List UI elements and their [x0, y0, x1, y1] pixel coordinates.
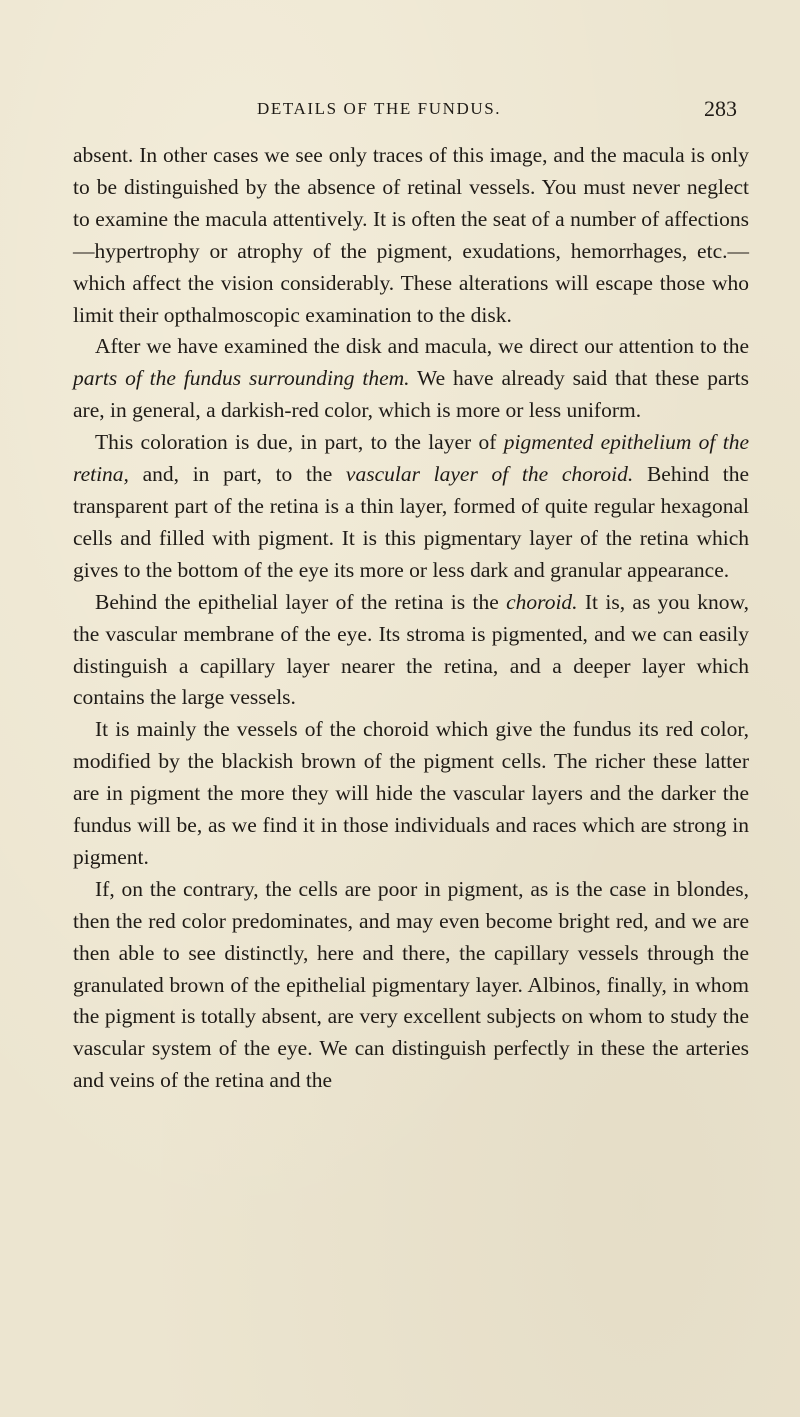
body-text	[73, 140, 749, 1097]
paragraph	[73, 714, 749, 874]
text-run: If, on the contrary, the cells are poor in pigment, as is the case in blondes, then the red color predominates, and may even become bright red, and we are then able to see distinctly, here and there, the capillary vessels through the granulated brown of the epithelial pigmentary layer. Albinos, finally, in whom the pigment is totally absent, are very excellent subjects on whom to study the vascular system of the eye. We can distinguish perfectly in these the arteries and veins of the retina and the	[73, 876, 749, 1093]
page-number: 283	[704, 96, 737, 121]
text-run: and, in part, to the	[128, 462, 346, 487]
text-run: After we have examined the disk and macula, we direct our attention to the	[95, 334, 749, 359]
italic-phrase: parts of the fundus surrounding them.	[73, 366, 410, 391]
text-run: Behind the epithelial layer of the retina is the	[95, 589, 507, 614]
page-header	[0, 96, 800, 126]
text-run: We have already said that these parts are, in general, a darkish-red color, which is more or less uniform.	[73, 366, 749, 423]
text-run: It is mainly the vessels of the choroid which give the fundus its red color, modified by the blackish brown of the pigment cells. The richer these latter are in pigment the more they will hide the vascular layers and the darker the fundus will be, as we find it in those individuals and races which are strong in pigment.	[73, 717, 749, 869]
italic-phrase: vascular layer of the choroid.	[345, 462, 634, 487]
text-run: This coloration is due, in part, to the layer of	[95, 430, 504, 455]
text-run: Behind the transparent part of the retina is a thin layer, formed of quite regular hexagonal cells and filled with pigment. It is this pigmentary layer of the retina which gives to the bottom of the eye its more or less dark and granular appearance.	[73, 462, 750, 582]
paragraph	[73, 427, 749, 587]
paragraph	[73, 140, 749, 331]
paragraph	[73, 874, 749, 1097]
paragraph	[73, 587, 749, 715]
italic-phrase: pigmented epithelium of the retina,	[73, 430, 749, 487]
paragraph	[73, 331, 749, 427]
running-head: DETAILS OF THE FUNDUS.	[257, 99, 502, 118]
text-run: absent. In other cases we see only traces of this image, and the macula is only to be distinguished by the absence of retinal vessels. You must never neglect to examine the macula attentively. It is often the seat of a number of affections—hypertrophy or atrophy of the pigment, exudations, hemorrhages, etc.—which affect the vision considerably. These alterations will escape those who limit their opthalmoscopic examination to the disk.	[73, 143, 749, 327]
italic-phrase: choroid.	[506, 589, 578, 614]
text-run: It is, as you know, the vascular membrane of the eye. Its stroma is pigmented, and we can easily distinguish a capillary layer nearer the retina, and a deeper layer which contains the large vessels.	[73, 589, 750, 710]
